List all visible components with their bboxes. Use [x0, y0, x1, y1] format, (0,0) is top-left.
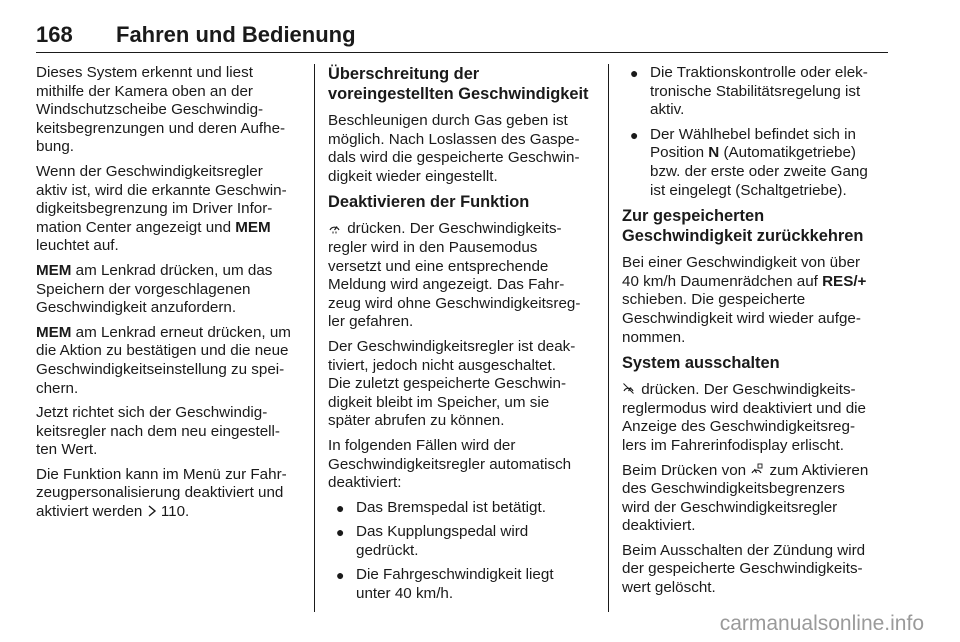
- list-item: ● Die Traktionskontrolle oder elek- tronische Stabilitätsregelung ist aktiv.: [630, 64, 868, 119]
- section-heading: Zur gespeicherten Geschwindigkeit zurückkehren: [622, 207, 864, 246]
- paragraph: MEM am Lenkrad erneut drücken, um die Aktion zu bestätigen und die neue Geschwindigkeitseinstellung zu spei- chern.: [36, 323, 291, 397]
- list-item: ● Der Wählhebel befindet sich in Position N (Automatikgetriebe) bzw. der erste oder zweite Gang ist eingelegt (Schaltgetriebe).: [630, 125, 868, 199]
- mem-keyword: MEM: [36, 323, 72, 341]
- bullet-icon: ●: [336, 524, 345, 541]
- paragraph: Der Geschwindigkeitsregler ist deak- tiviert, jedoch nicht ausgeschaltet. Die zuletzt gespeicherte Geschwin- digkeit bleibt im Speicher, um sie später abrufen zu können.: [328, 337, 576, 430]
- bullet-icon: ●: [630, 126, 639, 143]
- column-divider: [314, 64, 315, 612]
- paragraph: drücken. Der Geschwindigkeits- regler wird in den Pausemodus versetzt und eine entsprechende Meldung wird angezeigt. Das Fahr- zeug wird ohne Geschwindigkeitsreg- ler gefahren.: [328, 220, 581, 331]
- paragraph: Bei einer Geschwindigkeit von über 40 km/h Daumenrädchen auf RES/+ schieben. Die gespeicherte Geschwindigkeit wird wieder aufge- nommen.: [622, 254, 867, 346]
- paragraph: Die Funktion kann im Menü zur Fahr- zeugpersonalisierung deaktiviert und aktiviert werden 110.: [36, 465, 287, 521]
- paragraph: drücken. Der Geschwindigkeits- reglermodus wird deaktiviert und die Anzeige des Geschwindigkeitsreg- lers im Fahrerinfodisplay erlischt.: [622, 381, 866, 454]
- paragraph: Dieses System erkennt und liest mithilfe der Kamera oben an der Windschutzscheibe Geschwindig- keitsbegrenzungen und deren Aufhe- bung.: [36, 64, 286, 156]
- paragraph: In folgenden Fällen wird der Geschwindigkeitsregler automatisch deaktiviert:: [328, 436, 572, 492]
- speed-limiter-icon: [750, 463, 763, 476]
- list-item: ● Das Kupplungspedal wird gedrückt.: [336, 523, 529, 559]
- list-item: ● Die Fahrgeschwindigkeit liegt unter 40 km/h.: [336, 566, 554, 603]
- column-1: [36, 64, 302, 528]
- paragraph: Beim Drücken von zum Aktivieren des Geschwindigkeitsbegrenzers wird der Geschwindigkeitsregler deaktiviert.: [622, 461, 869, 535]
- page-header: [36, 22, 886, 56]
- page-number: 168: [36, 22, 73, 47]
- paragraph: MEM am Lenkrad drücken, um das Speichern der vorgeschlagenen Geschwindigkeit anzufordern.: [36, 261, 273, 317]
- bullet-icon: ●: [630, 65, 639, 81]
- cruise-control-off-icon: [622, 382, 635, 395]
- watermark: carmanualsonline.info: [719, 612, 924, 635]
- res-plus-keyword: RES/+: [822, 272, 867, 290]
- section-heading: Deaktivieren der Funktion: [328, 193, 530, 212]
- column-3: [622, 64, 886, 604]
- mem-keyword: MEM: [235, 218, 271, 236]
- paragraph: Beim Ausschalten der Zündung wird der gespeicherte Geschwindigkeits- wert gelöscht.: [622, 541, 866, 597]
- mem-keyword: MEM: [36, 261, 72, 279]
- section-heading: Überschreitung der voreingestellten Geschwindigkeit: [328, 65, 589, 103]
- list-item: ● Das Bremspedal ist betätigt.: [336, 498, 546, 516]
- gear-position-n: N: [708, 144, 720, 162]
- column-divider: [608, 64, 609, 612]
- column-2: [328, 64, 592, 610]
- paragraph: Jetzt richtet sich der Geschwindig- keitsregler nach dem neu eingestell- ten Wert.: [36, 404, 280, 459]
- bullet-icon: ●: [336, 567, 345, 584]
- paragraph: Beschleunigen durch Gas geben ist möglich. Nach Loslassen des Gaspe- dals wird die gespeicherte Geschwin- digkeit wieder eingestellt.: [328, 112, 580, 185]
- section-heading: System ausschalten: [622, 354, 780, 373]
- paragraph: Wenn der Geschwindigkeitsregler aktiv ist, wird die erkannte Geschwin- digkeitsbegrenzung im Driver Infor- mation Center angezeigt und MEM leuchtet auf.: [36, 162, 287, 255]
- page-reference-arrow-icon: [147, 505, 157, 517]
- bullet-icon: ●: [336, 499, 345, 516]
- cruise-control-pause-icon: [328, 221, 341, 234]
- header-divider: [36, 52, 888, 53]
- page-reference-link[interactable]: 110.: [160, 503, 190, 521]
- section-title: Fahren und Bedienung: [116, 22, 356, 47]
